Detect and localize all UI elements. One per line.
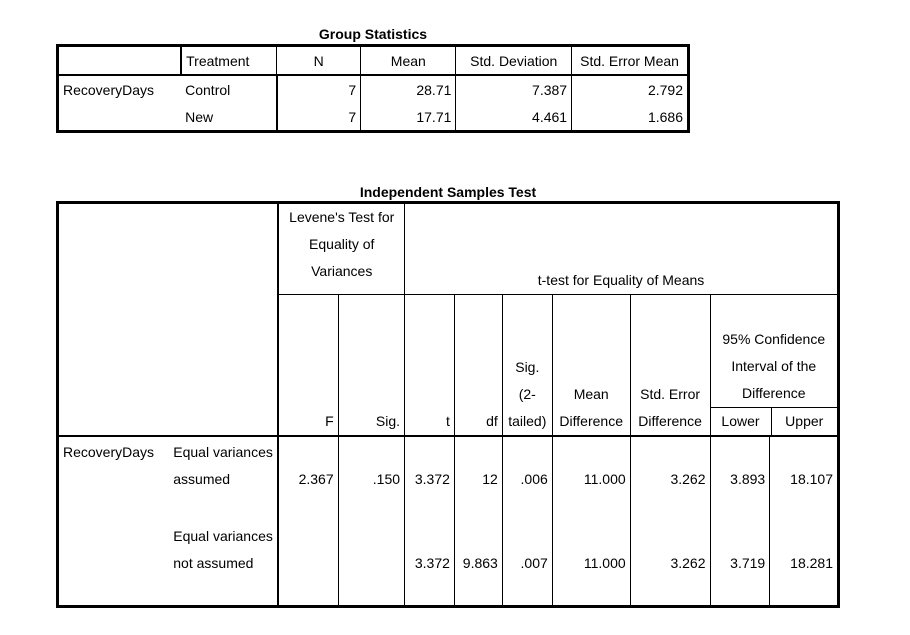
- header-mean-difference: Mean Difference: [552, 295, 630, 437]
- cell-sig-2-tailed: .006: [502, 436, 552, 521]
- cell-sd: 4.461: [456, 103, 572, 132]
- independent-test-title: Independent Samples Test: [359, 184, 537, 200]
- group-statistics-table: [56, 44, 690, 133]
- cell-upper: 18.107: [770, 436, 839, 521]
- cell-std-error-difference: 3.262: [630, 436, 710, 521]
- row-label: Equal variances assumed: [173, 444, 273, 487]
- ci-header: 95% Confidence Interval of the Difference: [722, 331, 826, 401]
- group-statistics-title: Group Statistics: [318, 26, 428, 42]
- levene-header: Levene's Test for Equality of Variances: [278, 203, 404, 295]
- cell-n: 7: [348, 81, 357, 98]
- header-ci: [710, 295, 839, 437]
- table-row: [58, 75, 689, 103]
- header-blank: [58, 46, 182, 76]
- cell-std-error-difference: 3.262: [630, 521, 710, 607]
- variable-blank: [58, 103, 182, 132]
- header-upper: Upper: [785, 413, 824, 429]
- cell-sig-2-tailed: .007: [502, 521, 552, 607]
- cell-mean: 17.71: [361, 103, 456, 132]
- header-sig-2-tailed: Sig. (2-tailed): [502, 295, 552, 437]
- group-label: New: [181, 103, 277, 132]
- header-df: df: [454, 295, 502, 437]
- cell-mean: 28.71: [361, 75, 456, 103]
- header-std-deviation: Std. Deviation: [456, 46, 572, 76]
- variable-label: RecoveryDays: [63, 81, 155, 98]
- cell-lower: 3.893: [710, 436, 770, 521]
- variable-label: RecoveryDays: [63, 444, 155, 460]
- cell-df: 9.863: [454, 521, 502, 607]
- header-row-1: [58, 203, 839, 295]
- table-row: [58, 436, 839, 521]
- cell-mean-difference: 11.000: [552, 436, 630, 521]
- cell-sd: 7.387: [456, 75, 572, 103]
- cell-mean-difference: 11.000: [552, 521, 630, 607]
- cell-n: 7: [348, 108, 357, 125]
- table-row: [58, 521, 839, 607]
- cell-t: 3.372: [405, 521, 455, 607]
- header-blank: [58, 203, 279, 437]
- group-statistics-header-row: [58, 46, 689, 76]
- cell-f: 2.367: [278, 436, 338, 521]
- cell-sig: .150: [338, 436, 404, 521]
- header-t: t: [405, 295, 455, 437]
- cell-t: 3.372: [405, 436, 455, 521]
- header-f: F: [278, 295, 338, 437]
- header-n: N: [277, 46, 361, 76]
- cell-se: 2.792: [572, 75, 689, 103]
- cell-df: 12: [454, 436, 502, 521]
- row-label: Equal variances not assumed: [173, 528, 273, 571]
- cell-sig: [338, 521, 404, 607]
- cell-se: 1.686: [572, 103, 689, 132]
- table-row: [58, 103, 689, 132]
- cell-f: [278, 521, 338, 607]
- header-treatment: Treatment: [181, 46, 277, 76]
- header-sig: Sig.: [338, 295, 404, 437]
- header-std-error-mean: Std. Error Mean: [572, 46, 689, 76]
- variable-blank: [58, 521, 170, 607]
- header-lower: Lower: [711, 408, 772, 435]
- cell-lower: 3.719: [710, 521, 770, 607]
- independent-samples-test-table: [56, 201, 840, 608]
- ttest-header: t-test for Equality of Means: [405, 203, 839, 295]
- cell-upper: 18.281: [770, 521, 839, 607]
- group-label: Control: [181, 75, 277, 103]
- header-mean: Mean: [361, 46, 456, 76]
- header-std-error-difference: Std. Error Difference: [630, 295, 710, 437]
